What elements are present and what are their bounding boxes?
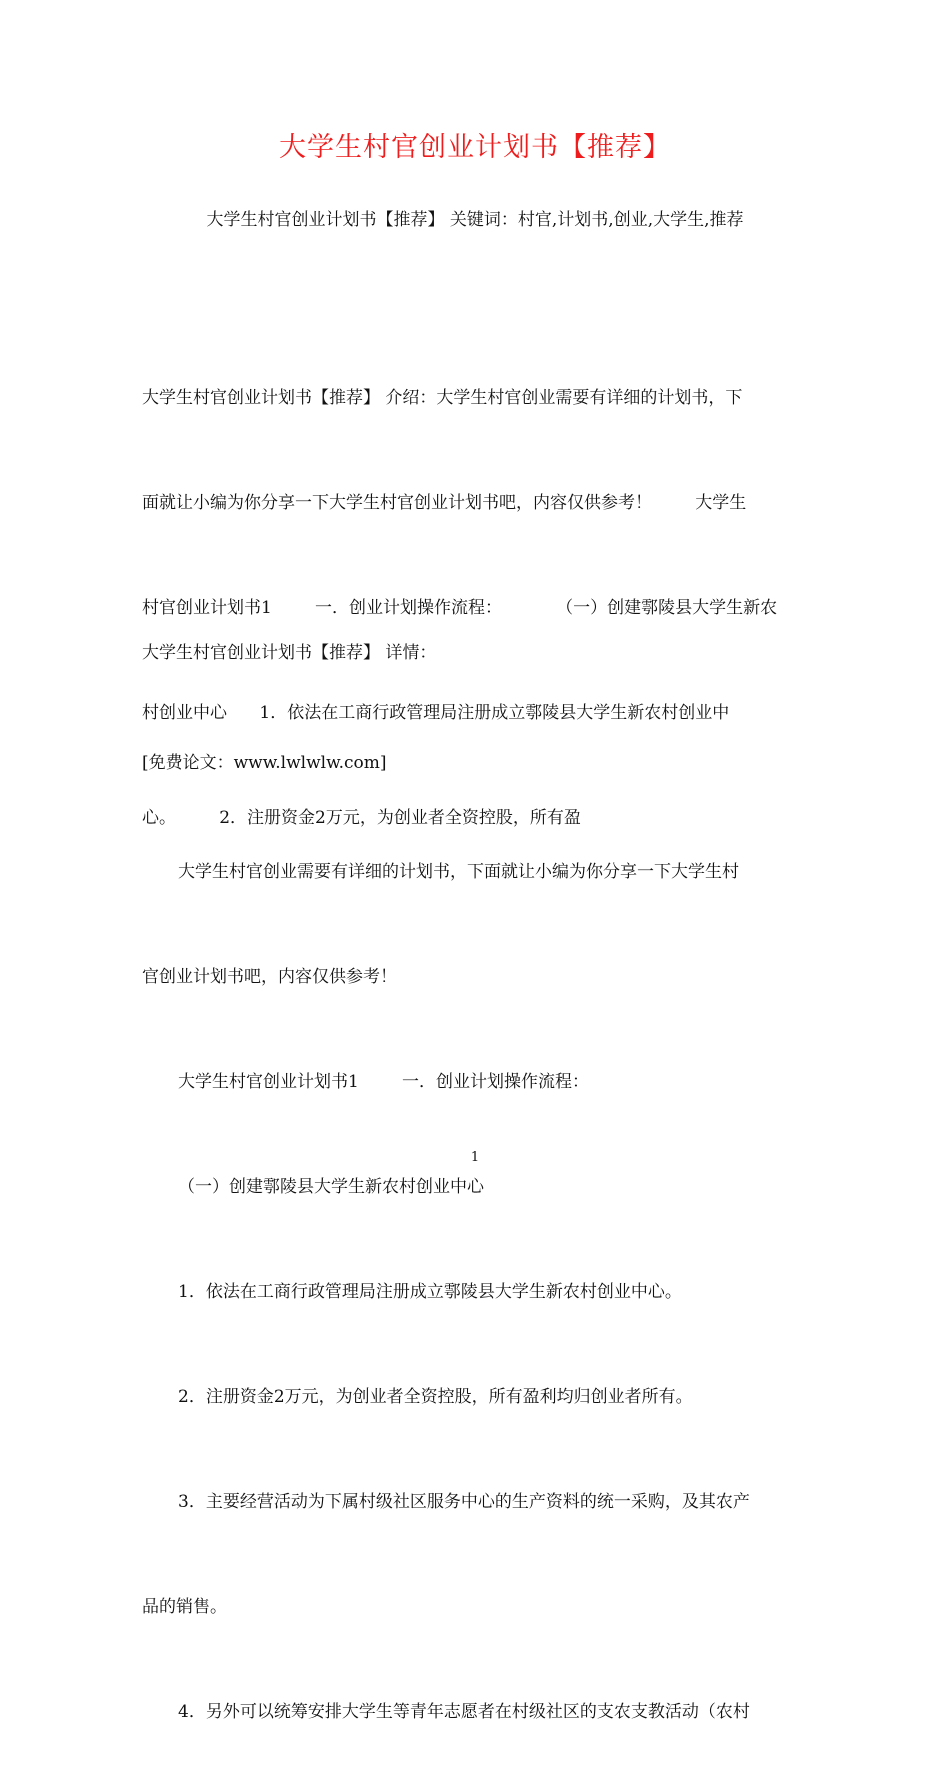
details-heading-text: 大学生村官创业计划书【推荐】 详情：	[142, 643, 437, 663]
intro-line: 大学生村官创业计划书【推荐】 介绍：大学生村官创业需要有详细的计划书，下	[142, 388, 743, 408]
body-line: 2．注册资金2万元，为创业者全资控股，所有盈利均归创业者所有。	[178, 1387, 693, 1407]
source-link-text: [免费论文：www.lwlwlw.com]	[142, 753, 387, 773]
intro-line: 面就让小编为你分享一下大学生村官创业计划书吧，内容仅供参考！ 大学生	[142, 493, 747, 513]
intro-line: 村创业中心 1．依法在工商行政管理局注册成立鄠陵县大学生新农村创业中	[142, 703, 730, 723]
body-line: 官创业计划书吧，内容仅供参考！	[142, 967, 397, 987]
document-title: 大学生村官创业计划书【推荐】	[279, 132, 671, 163]
body-line: 3．主要经营活动为下属村级社区服务中心的生产资料的统一采购，及其农产	[178, 1492, 750, 1512]
keywords-line: 大学生村官创业计划书【推荐】 关键词：村官,计划书,创业,大学生,推荐	[206, 210, 744, 230]
body-paragraphs	[142, 785, 810, 1765]
body-line: 4．另外可以统筹安排大学生等青年志愿者在村级社区的支农支教活动（农村	[178, 1702, 750, 1722]
body-line: 大学生村官创业计划书1 一．创业计划操作流程：	[178, 1072, 590, 1092]
body-line: 1．依法在工商行政管理局注册成立鄠陵县大学生新农村创业中心。	[178, 1282, 682, 1302]
page-number: 1	[470, 1150, 480, 1165]
intro-line: 心。 2．注册资金2万元，为创业者全资控股，所有盈	[142, 808, 581, 828]
body-line: 大学生村官创业需要有详细的计划书，下面就让小编为你分享一下大学生村	[178, 862, 739, 882]
intro-line: 村官创业计划书1 一．创业计划操作流程： （一）创建鄠陵县大学生新农	[142, 598, 778, 618]
body-line: （一）创建鄠陵县大学生新农村创业中心	[178, 1177, 484, 1197]
body-line: 品的销售。	[142, 1597, 227, 1617]
